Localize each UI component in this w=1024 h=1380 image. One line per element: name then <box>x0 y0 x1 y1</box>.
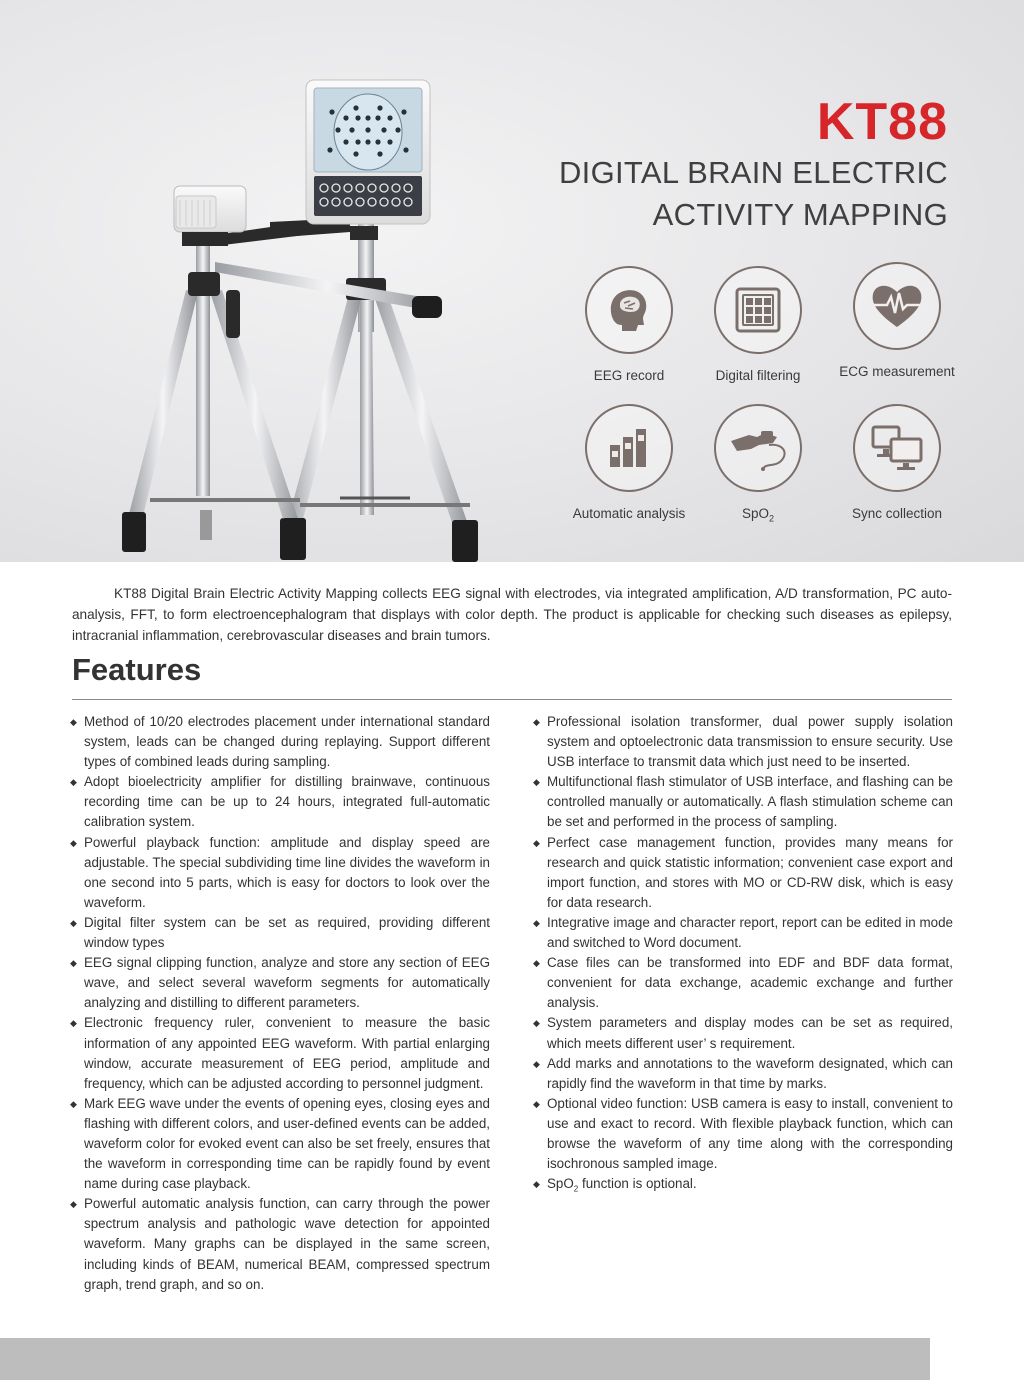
product-headline <box>528 152 948 236</box>
divider <box>72 699 952 700</box>
feature-item: ◆ Digital filter system can be set as required, providing different window types <box>70 913 490 953</box>
feature-item: ◆ Adopt bioelectricity amplifier for distilling brainwave, continuous recording time can be up to 24 hours, integrated full-automatic calibration system. <box>70 772 490 832</box>
feature-eeg-record <box>559 266 699 383</box>
feature-label: Digital filtering <box>715 368 801 383</box>
bar-chart-icon <box>604 423 654 473</box>
feature-item: ◆ Professional isolation transformer, dual power supply isolation system and optoelectronic data transmission to ensure security. Use USB interface to transmit data which just need to be inserted. <box>533 712 953 772</box>
feature-item: ◆ Multifunctional flash stimulator of USB interface, and flashing can be controlled manually or automatically. A flash stimulation scheme can be set and performed in the process of sampling. <box>533 772 953 832</box>
spo2-subscript: 2 <box>573 1184 579 1194</box>
headline-line-2: ACTIVITY MAPPING <box>652 197 948 232</box>
dual-monitor-icon <box>869 423 925 473</box>
intro-paragraph: KT88 Digital Brain Electric Activity Mapping collects EEG signal with electrodes, via integrated amplification, A/D transformation, PC auto-analysis, FFT, to form electroencephalogram that displays with color depth. The product is applicable for checking such diseases as epilepsy, intracranial inflammation, cerebrovascular diseases and brain tumors. <box>72 586 952 643</box>
feature-item-spo2 <box>533 1174 953 1200</box>
feature-spo2 <box>688 404 828 524</box>
spo2-suffix: function is optional. <box>578 1176 697 1192</box>
feature-item: ◆ Perfect case management function, provides many means for research and quick statistic information; convenient case export and import function, and stores with MO or CD-RW disk, which is easy for data research. <box>533 833 953 913</box>
footer-bar <box>0 1338 930 1380</box>
feature-label <box>688 506 828 524</box>
feature-icon-grid <box>560 262 980 532</box>
features-column-right <box>533 712 953 1200</box>
features-heading: Features <box>72 652 202 687</box>
features-column-left <box>70 712 490 1295</box>
feature-automatic-analysis <box>559 404 699 521</box>
feature-ecg-measurement <box>827 262 967 379</box>
feature-item: ◆ Mark EEG wave under the events of opening eyes, closing eyes and flashing with different colors, and user-defined events can be added, waveform color for evoked event can also be set freely, ensures that the waveform in corresponding time can be rapidly found by event name during case playback. <box>70 1094 490 1194</box>
heart-ecg-icon <box>867 279 927 333</box>
feature-item: ◆ Integrative image and character report, report can be edited in mode and switched to Word document. <box>533 913 953 953</box>
spo2-prefix: SpO <box>547 1176 574 1192</box>
hero-banner <box>0 0 1024 562</box>
feature-item: ◆ Powerful automatic analysis function, can carry through the power spectrum analysis and pathologic wave detection for appointed waveform. Many graphs can be displayed in the same screen, including kinds of BEAM, numerical BEAM, compressed spectrum graph, trend graph, and so on. <box>70 1194 490 1294</box>
feature-label: Automatic analysis <box>572 506 686 521</box>
spo2-sensor-icon <box>725 423 791 473</box>
feature-digital-filtering <box>688 266 828 383</box>
feature-item: ◆ Optional video function: USB camera is easy to install, convenient to use and exact to record. With flexible playback function, which can browse the waveform of any time along with the corresponding isochronous sampled image. <box>533 1094 953 1174</box>
feature-sync-collection <box>827 404 967 521</box>
feature-item: ◆ Case files can be transformed into EDF and BDF data format, convenient for data exchange, academic exchange and further analysis. <box>533 953 953 1013</box>
feature-item: ◆ Electronic frequency ruler, convenient to measure the basic information of any appointed EEG waveform. With partial enlarging window, accurate measurement of EEG period, amplitude and frequency, which can be adjusted according to personnel judgment. <box>70 1013 490 1093</box>
feature-item: ◆ System parameters and display modes can be set as required, which meets different user’ s requirement. <box>533 1013 953 1053</box>
feature-item: ◆ EEG signal clipping function, analyze and store any section of EEG wave, and select several waveform segments for automatically analyzing and distilling to different parameters. <box>70 953 490 1013</box>
brain-head-icon <box>600 281 658 339</box>
grid-filter-icon <box>731 283 785 337</box>
feature-label: Sync collection <box>851 506 943 521</box>
model-name: KT88 <box>816 93 948 151</box>
feature-label: EEG record <box>593 368 665 383</box>
feature-item: ◆ Add marks and annotations to the waveform designated, which can rapidly find the waveform in that time by marks. <box>533 1054 953 1094</box>
feature-item: ◆ Powerful playback function: amplitude and display speed are adjustable. The special subdividing time line divides the waveform in one second into 5 parts, which is easy for doctors to look over the waveform. <box>70 833 490 913</box>
headline-line-1: DIGITAL BRAIN ELECTRIC <box>559 155 948 190</box>
feature-label-subscript: 2 <box>769 513 775 524</box>
feature-item: ◆ Method of 10/20 electrodes placement under international standard system, leads can be changed during replaying. Support different types of combined leads during sampling. <box>70 712 490 772</box>
feature-label: ECG measurement <box>839 364 955 379</box>
product-photo <box>0 0 560 562</box>
feature-label-main: SpO <box>741 506 769 521</box>
